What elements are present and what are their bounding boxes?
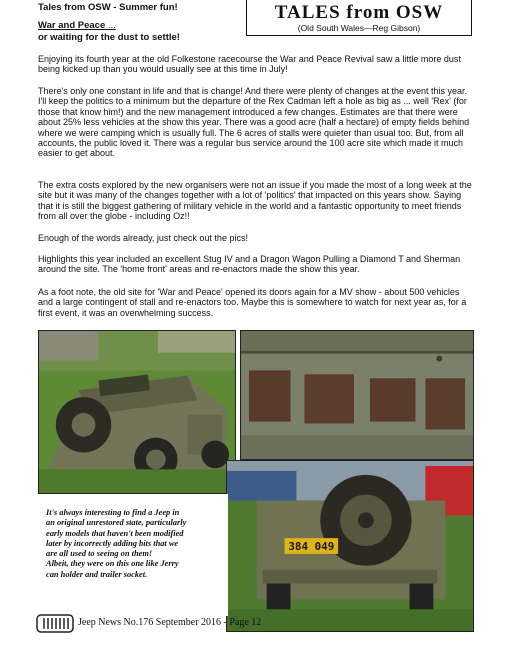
caption-line: later by incorrectly adding bits that we bbox=[46, 538, 179, 548]
photo-jeep-field bbox=[38, 330, 236, 494]
section-title-text: War and Peace bbox=[38, 20, 106, 31]
article-paragraph-6: As a foot note, the old site for 'War and Peace' opened its doors again for a MV show - about 500 vehicles and a large contingent of stall and re-enactors too. Maybe this is somewhere to watch for next year as, for a first event, it was an overwhelming success. bbox=[38, 287, 467, 318]
caption-line: early models that haven't been modified bbox=[46, 528, 184, 538]
caption-line: Albeit, they were on this one like Jerry bbox=[46, 559, 179, 569]
running-head: Tales from OSW - Summer fun! bbox=[38, 2, 178, 13]
column-subtitle: (Old South Wales—Reg Gibson) bbox=[297, 23, 421, 33]
article-paragraph-2: There's only one constant in life and that is change! And there were plenty of changes at the event this year. I'll keep the politics to a minimum but the departure of the Rex Cadman left a hole as big as ... well 'Rex' (for those that know him!) and the new management introduced a few changes. Estimates are that there were about 25% less vehicles at the show this year. There was a good acre (half a hectare) of empty fields behind where we were camping which is usually full. The 6 acres of stalls were quieter than usual too. But, from all accounts, the public loved it. There was a regular bus service around the 100 acre site which made it much easier to get about. bbox=[38, 86, 470, 159]
footer-page-info: Jeep News No.176 September 2016 - Page 12 bbox=[78, 617, 262, 628]
caption-line: can holder and trailer socket. bbox=[46, 569, 148, 579]
caption-line: an original unrestored state, particularly bbox=[46, 518, 187, 528]
column-title: TALES from OSW bbox=[274, 2, 444, 23]
photo-jeep-rear-image bbox=[227, 461, 473, 631]
section-title bbox=[38, 20, 116, 31]
article-paragraph-1: Enjoying its fourth year at the old Folkestone racecourse the War and Peace Revival saw a little more dust being kicked up than you would usually see at this time in July! bbox=[38, 54, 461, 75]
column-header-box bbox=[246, 0, 472, 36]
article-paragraph-5: Highlights this year included an excellent Stug IV and a Dragon Wagon Pulling a Diamond T and Sherman around the site. The 'home front' areas and re-enactors made the show this year. bbox=[38, 254, 461, 275]
photo-jeep-rear bbox=[226, 460, 474, 632]
photo-caption bbox=[38, 494, 228, 616]
article-paragraph-3: The extra costs explored by the new organisers were not an issue if you made the most of a long week at the site but it was many of the changes together with a lot of 'politics' that impacted on this years show. Saying that it is still the biggest gathering of military vehicle in the world and a fantastic opportunity to meet friends from all over the globe - including Oz!! bbox=[38, 180, 472, 222]
article-paragraph-4: Enough of the words already, just check out the pics! bbox=[38, 233, 248, 243]
caption-line: are all used to seeing on them! bbox=[46, 549, 153, 559]
photo-body-panel bbox=[240, 330, 474, 460]
photo-body-panel-image bbox=[241, 331, 473, 459]
number-plate: 384 049 bbox=[288, 539, 335, 553]
section-subtitle: or waiting for the dust to settle! bbox=[38, 32, 180, 43]
jeep-grille-icon bbox=[36, 612, 74, 634]
caption-line: It's always interesting to find a Jeep in bbox=[46, 508, 180, 517]
photo-jeep-field-image bbox=[39, 331, 235, 493]
section-title-suffix: ... bbox=[105, 20, 116, 31]
